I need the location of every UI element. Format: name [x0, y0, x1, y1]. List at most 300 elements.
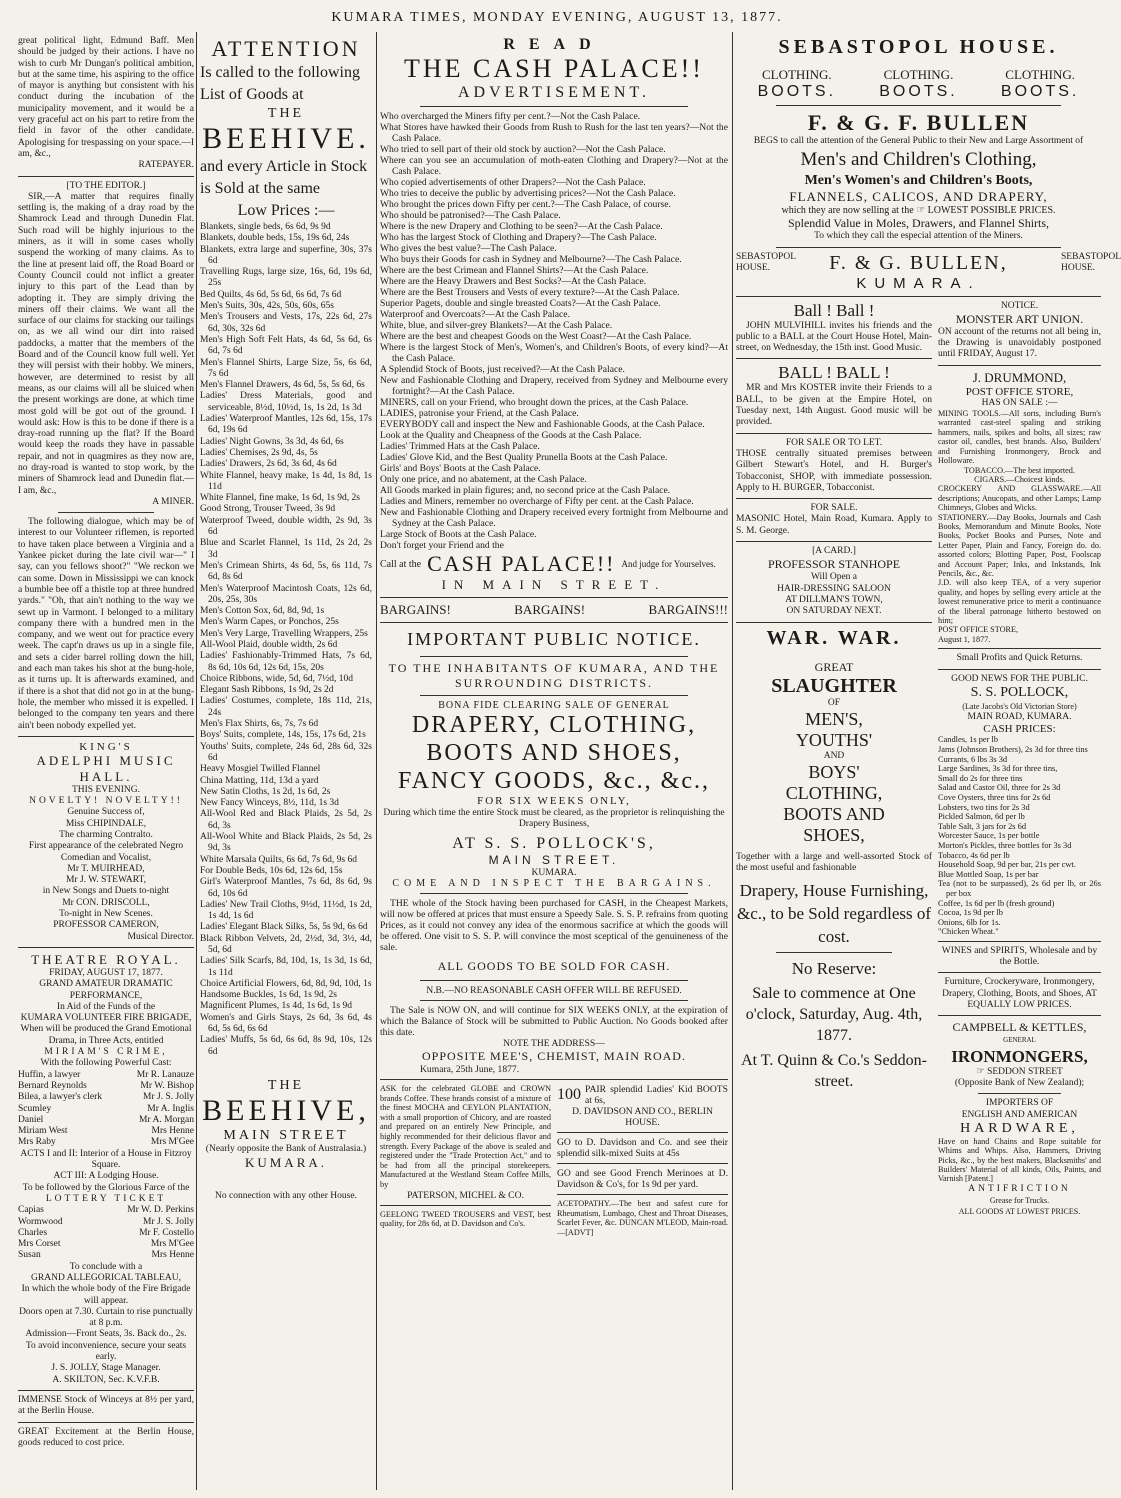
price-item: Men's Flax Shirts, 6s, 7s, 7s 6d [200, 719, 319, 730]
price-item: White Flannel, heavy make, 1s 4d, 1s 8d, 1s 11d [200, 470, 372, 492]
actor-name: Mrs M'Gee [150, 1239, 194, 1250]
actor-name: Mrs M'Gee [150, 1137, 194, 1148]
list-item: LADIES, patronise your Friend, at the Cash Palace. [380, 408, 579, 419]
column-1 [18, 36, 194, 1449]
cast-list [18, 1070, 194, 1149]
price-item: Men's Very Large, Travelling Wrappers, 25s [200, 628, 368, 639]
cast-row [18, 1137, 194, 1148]
text: HAIR-DRESSING SALOON [777, 583, 891, 594]
price-item: White Marsala Quilts, 6s 6d, 7s 6d, 9s 6d [200, 854, 358, 865]
text: ACT III: A Lodging House. [53, 1171, 159, 1182]
list-item: A Splendid Stock of Boots, just received?—At the Cash Palace. [380, 364, 625, 375]
text: GO and see Good French Merinoes at D. Davidson & Co's, for 1s 9d per yard. [557, 1168, 728, 1190]
price-item: Travelling Rugs, large size, 16s, 6d, 19s 6d, 25s [200, 267, 372, 289]
text: (Nearly opposite the Bank of Australasia.) [205, 1143, 367, 1154]
actor-name: Mr A. Morgan [139, 1114, 194, 1125]
text: GREAT [814, 659, 854, 674]
text: and every Article in Stock is Sold at the same [200, 158, 368, 197]
text: MONSTER ART UNION. [955, 311, 1084, 326]
text: F. & G. BULLEN, [829, 251, 1008, 274]
music-hall-title: ADELPHI MUSIC HALL. [36, 752, 176, 784]
dialogue-article: The following dialogue, which may be of interest to our Volunteer riflemen, is reported to have taken place between a Virginia and a Yankee picket during the late civil war—" I say, can you fellows shoot?" "We reckon we can some. Down in Mississippi we can knock a bumble bee off a thistle top at three hundred yards." "Oh, that ain't nothing to the way we sewt up in Varmont. I belonged to a military company there with a hundred men in the company, and we went out for practice every week. The capt'n draws us up in a single file, and sets a cider barrel rolling down the hill, and each man takes his shot at the bung-hole, as it turns up. It is afterwards examined, and if there is a shot that did not go in at the bung-hole, the member who missed it is expelled. I belonged to the company ten years and there ain't been nobody expelled yet. [18, 517, 194, 731]
price-item: Blue Mottled Soap, 1s per bar [938, 869, 1039, 879]
role-name: Charles [18, 1227, 48, 1238]
text: WINES and SPIRITS, Wholesale and by the Bottle. [941, 945, 1098, 968]
text: ASK for the celebrated GLOBE and CROWN brands Coffee. These brands consist of a mixture of the finest MOCHA and CEYLON PLANTATION, with a small proportion of Chicory, and are roasted and prepared on an entirely New Principle, and highly recommended for their delicious flavor and strength. Every Package of the above is sealed and registered under the "Trade Protection Act," and to be had from all the principal storekeepers. Manufactured at the Westland Steam Coffee Mills, by [380, 1084, 551, 1189]
text: THE [267, 1077, 305, 1093]
price-item: Cove Oysters, three tins for 2s 6d [938, 792, 1051, 802]
text: BOOTS. [757, 83, 837, 100]
text: Genuine Success of, [67, 807, 145, 818]
text: BOOTS. [879, 83, 958, 100]
list-item: Where is the largest Stock of Men's, Women's, and Children's Boots, of every kind?—At the Cash Palace. [380, 342, 728, 364]
text: TO THE INHABITANTS OF KUMARA, AND THE SURROUNDING DISTRICTS. [388, 661, 720, 690]
text: At T. Quinn & Co.'s Seddon-street. [741, 1051, 927, 1090]
price-item: Candles, 1s per lb [938, 735, 999, 745]
text: MINING TOOLS.—All sorts, including Burn's warranted cast-steel spaling and striking hammers, nails, spikes and bolts, all sizes; raw castor oil, candles, best brands. Also, Builders' and Furnishing Ironmongery, Brock and Holloware. [938, 409, 1101, 466]
column-4 [736, 36, 1121, 1218]
price-item: Ladies' Night Gowns, 3s 3d, 4s 6d, 6s [200, 436, 344, 447]
text: [A CARD.] [812, 546, 856, 557]
text: Musical Director. [127, 931, 194, 942]
text: POST OFFICE STORE, [938, 625, 1019, 635]
text: ANTIFRICTION [968, 1183, 1071, 1194]
text: FOR SALE. [810, 503, 858, 514]
cash-palace-callout [380, 551, 728, 577]
cast-list [18, 1205, 194, 1261]
text: Drapery, House Furnishing, &c., to be Sold regardless of cost. [736, 880, 932, 946]
text: SEBASTOPOL HOUSE. [736, 251, 797, 274]
price-item: Lobsters, two tins for 2s 3d [938, 802, 1030, 812]
price-item: China Matting, 11d, 13d a yard [200, 775, 319, 786]
text: FOR SIX WEEKS ONLY, [477, 795, 631, 807]
list-item: New and Fashionable Clothing and Drapery received every fortnight from Melbourne and Sydney at the Cash Palace. [380, 507, 728, 529]
price-item: Bed Quilts, 4s 6d, 5s 6d, 6s 6d, 7s 6d [200, 289, 342, 300]
price-item: Men's Waterproof Macintosh Coats, 12s 6d, 20s, 25s, 30s [200, 583, 372, 605]
text: KUMARA. [531, 867, 577, 878]
text: AND [823, 750, 845, 761]
text: J. DRUMMOND, [972, 369, 1067, 385]
price-item: Ladies' Muffs, 5s 6d, 6s 6d, 8s 9d, 10s, 12s 6d [200, 1035, 372, 1057]
text: No Reserve: [791, 958, 877, 978]
price-item: Ladies' Elegant Black Silks, 5s, 5s 9d, 6s 6d [200, 922, 368, 933]
price-item: Worcester Sauce, 1s per bottle [938, 831, 1040, 841]
price-item: Men's Trousers and Vests, 17s, 22s 6d, 27s 6d, 30s, 32s 6d [200, 312, 372, 334]
text: WAR. WAR. [766, 626, 902, 649]
price-item: Ladies' Fashionably-Trimmed Hats, 7s 6d, 8s 6d, 10s 6d, 12s 6d, 15s, 20s [200, 651, 372, 673]
text: During which time the entire Stock must be cleared, as the proprietor is relinquishing the Drapery Business, [383, 807, 725, 829]
price-item: Youths' Suits, complete, 24s 6d, 28s 6d, 32s 6d [200, 741, 372, 763]
cast-row [18, 1092, 194, 1103]
price-item: Small do 2s for three tins [938, 773, 1023, 783]
text: Call at the [380, 558, 422, 570]
performer: Mr CON. DRISCOLL, [62, 897, 150, 908]
list-item: Ladies' Trimmed Hats at the Cash Palace. [380, 441, 540, 452]
kings-heading: KING'S [79, 740, 133, 753]
price-item: White Flannel, fine make, 1s 6d, 1s 9d, 2s [200, 493, 360, 504]
text: CLOTHING. [761, 67, 832, 82]
column-3 [380, 36, 728, 1237]
text: which they are now selling at the ☞ LOWEST POSSIBLE PRICES. [781, 205, 1056, 217]
price-item: Blankets, extra large and superfine, 30s, 37s 6d [200, 244, 372, 266]
actor-name: Mrs Henne [151, 1250, 194, 1261]
text: F. & G. F. BULLEN [807, 110, 1030, 135]
text: CLOTHING. [1005, 67, 1075, 82]
text: KUMARA. [856, 274, 981, 292]
text: THE [267, 106, 305, 121]
left-subcolumn [736, 301, 932, 1218]
text: Furniture, Crockeryware, Ironmongery, Drapery, Clothing, Boots, and Shoes, AT EQUALLY LOW PRICES. [942, 977, 1097, 1011]
text: BARGAINS! [380, 602, 451, 617]
text: NOTICE. [1000, 300, 1039, 311]
text: SEBASTOPOL HOUSE. [1061, 251, 1121, 274]
list-item: Who buys their Goods for cash in Sydney and Melbourne?—The Cash Palace. [380, 254, 682, 265]
text: MAIN STREET. [488, 853, 620, 867]
price-item: Choice Artificial Flowers, 6d, 8d, 9d, 10d, 1s [200, 978, 372, 989]
cast-row [18, 1205, 194, 1216]
price-item: Women's and Girls Stays, 2s 6d, 3s 6d, 4s 6d, 5s 6d, 6s 6d [200, 1012, 372, 1035]
performer: Mr T. MUIRHEAD, [67, 863, 145, 874]
text: CLOTHING. [883, 67, 954, 82]
small-adverts [380, 1084, 728, 1237]
list-item: Where are the Best Trousers and Vests of every texture?—At the Cash Palace. [380, 287, 680, 298]
list-item: MINERS, call on your Friend, who brought down the prices, at the Cash Palace. [380, 397, 689, 408]
text: STATIONERY.—Day Books, Journals and Cash Books, Memorandum and Minute Books, Note Books, Pocket Books and Purses, Note and Letter Paper, Plain and Fancy, Foreign do. do. assorted colors; Blotting Paper, Post, Foolscap and Account Paper; Inks, and Inkstands, Ink Pencils, &c., &c. [938, 512, 1101, 578]
text: To-night in New Scenes. [59, 909, 153, 920]
text: OPPOSITE MEE'S, CHEMIST, MAIN ROAD. [422, 1049, 686, 1063]
actor-name: Mr W. D. Perkins [127, 1205, 194, 1216]
list-item: Don't forget your Friend and the [380, 540, 504, 551]
text: ON SATURDAY NEXT. [786, 606, 882, 617]
price-item: Elegant Sash Ribbons, 1s 9d, 2s 2d [200, 685, 334, 696]
price-item: New Satin Cloths, 1s 2d, 1s 6d, 2s [200, 786, 331, 797]
role-name: Scumley [18, 1103, 52, 1114]
text: YOUTHS' [795, 729, 873, 750]
text: THE whole of the Stock having been purchased for CASH, in the Cheapest Markets, will now be offered at prices that must ensure a Speedy Sale. S. S. P. refrains from quoting Prices, as it could not convey any idea of the enormous sacrifice at which the goods will be offered. One visit to S. S. P. will convince the most sceptical of the genuineness of the sale. [380, 898, 728, 953]
column-rule [732, 32, 733, 1490]
text: When will be produced the Grand Emotional Drama, in Three Acts, entitled [20, 1024, 192, 1046]
cast-row [18, 1081, 194, 1092]
text: GRAND AMATEUR DRAMATIC PERFORMANCE, [39, 979, 173, 1001]
text: JOHN MULVIHILL invites his friends and the public to a BALL at the Court House Hotel, Main-street, on Wednesday, the 15th inst. Good Music. [736, 320, 932, 354]
text: Together with a large and well-assorted Stock of the most useful and fashionable [736, 852, 932, 874]
list-item: Only one price, and no abatement, at the Cash Palace. [380, 474, 587, 485]
actor-name: Mr J. S. Jolly [143, 1092, 194, 1103]
column-rule [196, 32, 197, 1490]
list-item: Where can you see an accumulation of moth-eaten Clothing and Drapery?—Not at the Cash Palace. [380, 155, 728, 177]
text: FANCY GOODS, &c., &c., [398, 768, 710, 794]
text: ACETOPATHY.—The best and safest cure for Rheumatism, Lumbago, Chest and Throat Diseases, Scarlet Fever, &c. DUNCAN M'LEOD, Main-road.—[ADVT] [557, 1199, 728, 1237]
price-item: Ladies' Drawers, 2s 6d, 3s 6d, 4s 6d [200, 459, 337, 470]
text: BOOTS AND [783, 804, 885, 825]
list-item: Ladies' Glove Kid, and the Best Quality Prunella Boots at the Cash Palace. [380, 452, 668, 463]
list-item: Girls' and Boys' Boots at the Cash Palace. [380, 463, 541, 474]
clothing-row [736, 67, 1101, 83]
price-item: Blankets, single beds, 6s 6d, 9s 9d [200, 222, 331, 232]
performer: PROFESSOR CAMERON, [53, 920, 159, 931]
list-item: Where are the best and cheapest Goods on the West Coast?—At the Cash Palace. [380, 331, 692, 342]
price-item: Men's Warm Capes, or Ponchos, 25s [200, 617, 339, 628]
text: BOOTS AND SHOES, [426, 740, 682, 766]
text: Is called to the following List of Goods at [200, 64, 360, 103]
text: POST OFFICE STORE, [965, 385, 1074, 398]
text: PROFESSOR STANHOPE [767, 557, 901, 572]
text: FOR SALE OR TO LET. [785, 437, 883, 448]
actor-name: Mr W. Bishop [140, 1080, 194, 1091]
text: Doors open at 7.30. Curtain to rise punctually at 8 p.m. [19, 1306, 193, 1329]
performer: Miss CHIPINDALE, [65, 818, 147, 829]
text: (Opposite Bank of New Zealand); [954, 1077, 1085, 1088]
text: MEN'S, [805, 708, 863, 729]
cast-row [18, 1070, 194, 1081]
cast-row [18, 1250, 194, 1261]
price-item: Men's High Soft Felt Hats, 4s 6d, 5s 6d, 6s 6d, 7s 6d [200, 334, 372, 357]
price-item: "Chicken Wheat." [938, 927, 999, 937]
text: MAIN STREET [223, 1127, 349, 1143]
beehive-title: BEEHIVE, [202, 1093, 370, 1127]
text: Splendid Value in Moles, Drawers, and Flannel Shirts, [787, 216, 1050, 231]
text: KUMARA VOLUNTEER FIRE BRIGADE, [20, 1013, 192, 1024]
text: OF [827, 697, 841, 708]
price-item: Ladies' Waterproof Mantles, 12s 6d, 15s, 17s 6d, 19s 6d [200, 414, 372, 436]
right-subcolumn [938, 301, 1101, 1218]
list-item: Superior Pagets, double and single breasted Coats?—At the Cash Palace. [380, 298, 661, 309]
price-item: Salad and Castor Oil, three for 2s 3d [938, 783, 1061, 793]
editor-heading: [TO THE EDITOR.] [66, 180, 146, 191]
price-list [938, 735, 1101, 936]
price-item: Good Strong, Trouser Tweed, 3s 9d [200, 504, 336, 515]
price-item: All-Wool White and Black Plaids, 2s 5d, 2s 9d, 3s [200, 832, 372, 854]
role-name: Mrs Corset [18, 1239, 61, 1250]
bargains-row [380, 602, 728, 618]
actor-name: Mr J. S. Jolly [143, 1216, 194, 1227]
text: BARGAINS!!! [648, 602, 728, 617]
list-item: What Stores have hawked their Goods from Rush to Rush for the last ten years?—Not the Cash Palace. [380, 122, 728, 144]
cast-row [18, 1228, 194, 1239]
list-item: Where are the Heavy Drawers and Best Socks?—At the Cash Palace. [380, 276, 647, 287]
column-rule [376, 32, 377, 1490]
price-item: Tobacco, 4s 6d per lb [938, 850, 1010, 860]
text: TOBACCO.—The best imported. [964, 465, 1075, 475]
price-item: Girl's Waterproof Mantles, 7s 6d, 8s 6d, 9s 6d, 10s 6d [200, 877, 372, 899]
price-item: Large Sardines, 3s 3d for three tins, [938, 764, 1058, 774]
text: ALL GOODS TO BE SOLD FOR CASH. [437, 959, 671, 973]
text: To which they call the especial attention of the Miners. [814, 231, 1023, 242]
letter-body: SIR,—A matter that requires finally settling is, the making of a dray road by the Shamrock Lead and through Dunedin Flat. Such road will be highly injurious to the miners, as it will in some cases wholly suspend the working of many claims. As to the line at present laid off, the Road Board or County Council could not inflict a greater injury to this part of the Lead than by adopting it. They are simply driving the miners off their claims. We want all the surface of our claims for stacking our tailings on, as we all wind our dirt into raised paddocks, a matter that the members of the Board and of the Council know full well. Yet they will persist with their hobby. We miners, however, are determined to resist by all means, as our claims will all be sluiced when the present workings are done, at which time most gold will be got out of the ground. I would ask: How is this to be done if there is a dray-road running up the flat? If the Board would keep the roads they have in passable repair, and not in quagmires as they now are, no dray-road is wanted to stop work, by the miners of Shamrock lead and Dunedin flat.—I am, &c., [18, 191, 194, 496]
advert: IMMENSE Stock of Winceys at 8½ per yard, at the Berlin House. [18, 1394, 194, 1417]
text: Small Profits and Quick Returns. [956, 653, 1083, 664]
text: MASONIC Hotel, Main Road, Kumara. Apply to S. M. George. [736, 514, 932, 536]
text: in New Songs and Duets to-night [42, 886, 170, 897]
column-2 [200, 36, 372, 1203]
price-item: Tea (not to be surpassed), 2s 6d per lb, or 26s per box [938, 879, 1101, 898]
list-item: Waterproof and Overcoats?—At the Cash Palace. [380, 309, 570, 320]
price-list [200, 222, 372, 1058]
price-item: Men's Suits, 30s, 42s, 50s, 60s, 65s [200, 301, 334, 312]
text: D. DAVIDSON AND CO., BERLIN HOUSE. [572, 1106, 713, 1128]
cast-row [18, 1217, 194, 1228]
price-item: Ladies' Dress Materials, good and serviceable, 8½d, 10½d, 1s, 1s 2d, 1s 3d [200, 391, 372, 413]
price-item: Pickled Salmon, 6d per lb [938, 812, 1025, 822]
text: Have on hand Chains and Rope suitable for Whims and Whips. Also, Hammers, Driving Picks, &c., by the best makers, Blacksmiths' and Builders' Material of all kinds, Oils, Paints, and Varnish [Patent.] [938, 1136, 1101, 1184]
text: BEGS to call the attention of the General Public to their New and Large Assortment of [753, 136, 1084, 146]
price-item: Ladies' Costumes, complete, 18s 11d, 21s, 24s [200, 696, 372, 718]
price-item: Table Salt, 3 jars for 2s 6d [938, 821, 1027, 831]
sebastopol-title: SEBASTOPOL HOUSE. [778, 36, 1059, 58]
text: IMPORTERS OF [985, 1098, 1054, 1109]
list-item: Who overcharged the Miners fifty per cent.?—Not the Cash Palace. [380, 111, 641, 122]
text: IN MAIN STREET. [441, 577, 667, 592]
list-item: Who brought the prices down Fifty per cent.?—The Cash Palace, of course. [380, 199, 671, 210]
list-item: All Goods marked in plain figures; and, no second price at the Cash Palace. [380, 485, 671, 496]
text: S. S. POLLOCK, [970, 684, 1069, 700]
text: N.B.—NO REASONABLE CASH OFFER WILL BE REFUSED. [426, 985, 682, 996]
text: The Sale is NOW ON, and will continue for SIX WEEKS ONLY, at the expiration of which the Balance of Stock will be submitted to Public Auction. No Goods booked after this date. [380, 1005, 728, 1038]
price-item: Currants, 6 lbs 3s 3d [938, 754, 1008, 764]
text: Will Open a [810, 572, 858, 583]
price-item: Men's Crimean Shirts, 4s 6d, 5s, 6s 11d, 7s 6d, 8s 6d [200, 560, 372, 583]
beehive-title: BEEHIVE. [202, 122, 370, 155]
actor-name: Mr F. Costello [139, 1227, 194, 1238]
letter-signature: A MINER. [152, 496, 194, 507]
list-item: Where is the new Drapery and Clothing to be seen?—At the Cash Palace. [380, 221, 663, 232]
text: BONA FIDE CLEARING SALE OF GENERAL [438, 700, 670, 711]
price-item: Boys' Suits, complete, 14s, 15s, 17s 6d, 21s [200, 730, 366, 741]
text: BALL ! BALL ! [778, 363, 890, 383]
text: BOYS' [808, 762, 860, 783]
role-name: Susan [18, 1250, 41, 1261]
text: GEELONG TWEED TROUSERS and VEST, best quality, for 28s 6d, at D. Davidson and Co's. [380, 1209, 551, 1229]
price-item: Jams (Johnson Brothers), 2s 3d for three tins [938, 745, 1088, 755]
text: ADVERTISEMENT. [457, 84, 651, 101]
play-title: LOTTERY TICKET [45, 1193, 167, 1204]
text: AT DILLMAN'S TOWN, [785, 594, 883, 605]
role-name: Bilea, a lawyer's clerk [18, 1092, 103, 1103]
event-date: FRIDAY, AUGUST 17, 1877. [49, 967, 163, 978]
text: Kumara, 25th June, 1877. [420, 1064, 520, 1075]
role-name: Bernard Reynolds [18, 1080, 87, 1091]
text: Men's Women's and Children's Boots, [804, 173, 1033, 189]
role-name: Miriam West [18, 1126, 68, 1137]
text: THOSE centrally situated premises between Gilbert Stewart's Hotel, and H. Burger's Tobacconist, SHOP, with immediate possession. Apply to H. BURGER, Tobacconist. [736, 448, 932, 493]
text: MAIN ROAD, KUMARA. [967, 712, 1072, 723]
price-item: Choice Ribbons, wide, 5d, 6d, 7½d, 10d [200, 673, 354, 684]
actor-name: Mrs Henne [151, 1126, 194, 1137]
cast-row [18, 1115, 194, 1126]
text: HAS ON SALE :— [981, 397, 1058, 408]
actor-name: Mr R. Lanauze [136, 1069, 194, 1080]
play-title: MIRIAM'S CRIME, [44, 1047, 168, 1058]
text: BARGAINS! [514, 602, 586, 617]
text: August 1, 1877. [938, 634, 991, 644]
text: ☞ SEDDON STREET [976, 1066, 1063, 1077]
list-item: Who gives the best value?—The Cash Palace. [380, 243, 557, 254]
list-item: Ladies and Miners, remember no overcharge of Fifty per cent. at the Cash Palace. [380, 496, 694, 507]
price-item: Men's Cotton Sox, 6d, 8d, 9d, 1s [200, 606, 325, 617]
text: GO to D. Davidson and Co. and see their splendid silk-mixed Suits at 45s [557, 1137, 728, 1159]
price-item: Coffee, 1s 6d per lb (fresh ground) [938, 898, 1055, 908]
actor-name: Mr A. Inglis [147, 1103, 194, 1114]
list-item: Who should be patronised?—The Cash Palace. [380, 210, 561, 221]
performer: Mr J. W. STEWART, [65, 875, 146, 886]
role-name: Daniel [18, 1114, 44, 1125]
boots-row [736, 83, 1101, 101]
text: A. SKILTON, Sec. K.V.F.B. [52, 1374, 160, 1385]
cast-row [18, 1239, 194, 1250]
attention-heading: ATTENTION [211, 36, 361, 61]
letter-ending: great political light, Edmund Baff. Men should be judged by their actions. I have no wish to curb Mr Dungan's political ambition, but at the same time, his aspiring to the office of mayor is anything but consistent with his conduct during the incubation of the municipality movement, and it would be a very graceful act on his part to retire from the field in favor of the other candidate. Apologising for trespassing on your space.—I am, &c., [18, 36, 194, 159]
role-name: Capias [18, 1205, 44, 1216]
text: Admission—Front Seats, 3s. Back do., 2s. [25, 1329, 187, 1340]
price-item: Blue and Scarlet Flannel, 1s 11d, 2s 2d, 2s 3d [200, 538, 372, 560]
text: CAMPBELL & KETTLES, [952, 1020, 1087, 1035]
novelty: NOVELTY! NOVELTY!! [29, 796, 183, 807]
masthead: KUMARA TIMES, MONDAY EVENING, AUGUST 13, 1877. [331, 10, 783, 25]
list-item: Who tried to sell part of their old stock by auction?—Not the Cash Palace. [380, 144, 666, 155]
text: CROCKERY AND GLASSWARE.—All descriptions; Anucopats, and other Lamps; Lamp Chimneys, Globes and Wicks. [938, 484, 1101, 513]
price-item: Heavy Mosgiel Twilled Flannel [200, 764, 321, 775]
text: CIGARS.—Choicest kinds. [974, 474, 1065, 484]
price-item: All-Wool Plaid, double width, 2s 6d [200, 639, 338, 650]
text: In Aid of the Funds of the [56, 1001, 156, 1012]
text: BOOTS. [1000, 83, 1080, 100]
price-item: All-Wool Red and Black Plaids, 2s 5d, 2s 6d, 3s [200, 809, 372, 831]
letter-signature: RATEPAYER. [138, 160, 194, 171]
list-item: Who copied advertisements of other Drapers?—Not the Cash Palace. [380, 177, 646, 188]
price-item: Morton's Pickles, three bottles for 3s 3d [938, 840, 1072, 850]
price-item: Ladies' Silk Scarfs, 8d, 10d, 1s, 1s 3d, 1s 6d, 1s 11d [200, 956, 372, 978]
text: HARDWARE, [960, 1120, 1079, 1136]
text: ACTS I and II: Interior of a House in Fitzroy Square. [20, 1148, 192, 1171]
this-evening: THIS EVENING. [71, 784, 141, 795]
list-item: Large Stock of Boots at the Cash Palace. [380, 529, 537, 540]
text: GOOD NEWS FOR THE PUBLIC. [951, 673, 1088, 684]
list-item: Where are the best Crimean and Flannel Shirts?—At the Cash Palace. [380, 265, 649, 276]
text: PAIR splendid Ladies' Kid BOOTS at 6s, [585, 1084, 728, 1106]
text: With the following Powerful Cast: [40, 1058, 172, 1069]
heading: IMPORTANT PUBLIC NOTICE. [407, 629, 701, 649]
text: To be followed by the Glorious Farce of the [22, 1182, 190, 1193]
cast-row [18, 1104, 194, 1115]
text: ON account of the returns not all being in, the Drawing is unavoidably postponed until FRIDAY, August 17. [938, 326, 1101, 360]
text: GENERAL [1003, 1036, 1036, 1045]
price-item: Men's Flannel Drawers, 4s 6d, 5s, 5s 6d, 6s [200, 380, 365, 391]
list-item: New and Fashionable Clothing and Drapery, received from Sydney and Melbourne every fortnight?—At the Cash Palace. [380, 375, 728, 397]
text: GRAND ALLEGORICAL TABLEAU, [31, 1272, 181, 1283]
text: J.D. will also keep TEA, of a very superior quality, and hopes by selling every article at the lowest remunerative price to merit a continuance of the liberal patronage hitherto bestowed on him; [938, 578, 1101, 626]
text: NOTE THE ADDRESS— [503, 1038, 605, 1049]
bullen-footer [736, 251, 1121, 275]
price-item: Handsome Buckles, 1s 6d, 1s 9d, 2s [200, 990, 337, 1001]
list-item: Look at the Quality and Cheapness of the Goods at the Cash Palace. [380, 430, 642, 441]
list-item: EVERYBODY call and inspect the New and Fashionable Goods, at the Cash Palace. [380, 419, 705, 430]
text: J. S. JOLLY, Stage Manager. [51, 1363, 161, 1374]
text: To conclude with a [69, 1261, 143, 1272]
text: In which the whole body of the Fire Brigade will appear. [21, 1284, 191, 1306]
text: IRONMONGERS, [951, 1046, 1088, 1066]
text: CASH PALACE!! [427, 551, 616, 576]
text: FLANNELS, CALICOS, AND DRAPERY, [789, 189, 1048, 205]
price-item: Household Soap, 9d per bar, 21s per cwt. [938, 860, 1076, 870]
text: DRAPERY, CLOTHING, [411, 712, 697, 738]
text: PATERSON, MICHEL & CO. [407, 1189, 524, 1201]
text: AT S. S. POLLOCK'S, [452, 835, 656, 852]
text: CASH PRICES: [983, 723, 1056, 736]
text: The charming Contralto. [59, 830, 153, 840]
text: ENGLISH AND AMERICAN [961, 1109, 1078, 1120]
text: SHOES, [803, 825, 865, 846]
text: ALL GOODS AT LOWEST PRICES. [958, 1207, 1081, 1217]
